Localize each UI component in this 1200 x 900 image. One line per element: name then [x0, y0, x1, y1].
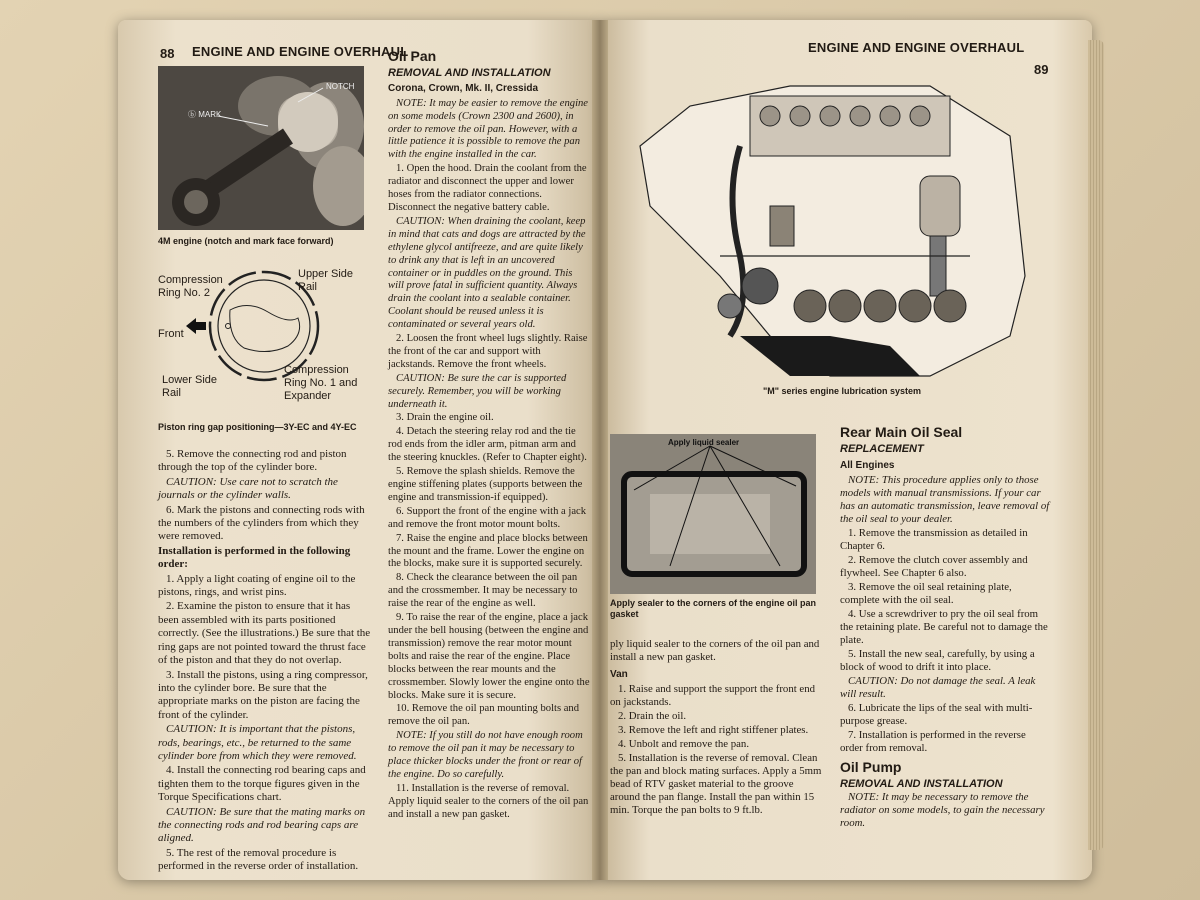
- lubrication-caption: "M" series engine lubrication system: [762, 386, 922, 396]
- connecting-rod-photo: [158, 66, 364, 230]
- compression-ring-1-label: Compression Ring No. 1 and Expander: [284, 364, 358, 402]
- paragraph: 1. Remove the transmission as detailed in Chapter 6.: [840, 527, 1028, 552]
- oil-pan-caption: Apply sealer to the corners of the engine oil pan gasket: [610, 598, 817, 619]
- paragraph: 7. Raise the engine and place blocks between the mount and the frame. Lower the engine on the blocks, make sure it is supported securely.: [388, 532, 588, 570]
- lower-side-rail-label: Lower Side Rail: [162, 374, 218, 399]
- rear-seal-column: [840, 426, 1050, 831]
- page-edges: [1088, 40, 1104, 850]
- left-page-number: 88: [160, 46, 175, 61]
- apply-liquid-sealer-label: Apply liquid sealer: [668, 438, 740, 447]
- paragraph: 2. Drain the oil.: [618, 710, 687, 722]
- note-paragraph: NOTE: It may be easier to remove the engine on some models (Crown 2300 and 2600), in order to remove the oil pan. However, with a little patience it is possible to remove the pan with the engine installed in the car.: [388, 97, 589, 161]
- note-paragraph: NOTE: This procedure applies only to those models with manual transmissions. If your car has an automatic transmission, leave removal of the oil seal to your dealer.: [840, 474, 1050, 525]
- van-heading: Van: [610, 669, 628, 680]
- paragraph: 5. Remove the connecting rod and piston through the top of the cylinder bore.: [158, 448, 347, 474]
- caution-paragraph: CAUTION: Be sure the car is supported securely. Remember, you will be working underneath it.: [388, 372, 567, 410]
- caution-paragraph: CAUTION: When draining the coolant, keep in mind that cats and dogs are attracted by the ethylene glycol antifreeze, and are quite likely to drink any that is left in an uncovered container or in puddles on the ground. This will prove fatal in sufficient quantity. Always drain the coolant into a sealable container. Coolant should be reused unless it is contaminated or several years old.: [388, 215, 586, 331]
- note-paragraph: NOTE: If you still do not have enough room to remove the oil pan it may be necessary to place thicker blocks under the front or rear of the engine. Do so carefully.: [388, 730, 583, 780]
- paragraph: 2. Examine the piston to ensure that it has been assembled with its parts positioned correctly. (See the illustrations.) Be sure that the ring gaps are not pointed toward the thrust face of the piston and that they do not overlap.: [158, 600, 371, 667]
- paragraph: 4. Install the connecting rod bearing caps and tighten them to the torque figures given in the Torque Specifications chart.: [158, 764, 366, 804]
- paragraph: 6. Mark the pistons and connecting rods with the numbers of the cylinders from which they were removed.: [158, 503, 365, 543]
- oil-pan-subtitle: REMOVAL AND INSTALLATION: [388, 66, 551, 79]
- note-paragraph: NOTE: It may be necessary to remove the radiator on some models, to gain the necessary room.: [840, 791, 1045, 829]
- notch-label: NOTCH: [326, 82, 355, 91]
- ring-diagram-caption: Piston ring gap positioning—3Y-EC and 4Y-EC: [158, 422, 357, 432]
- installation-heading: Installation is performed in the following order:: [158, 544, 351, 571]
- book-spine: [592, 20, 608, 880]
- compression-ring-2-label: Compression Ring No. 2: [158, 274, 223, 299]
- oil-pan-title: Oil Pan: [388, 48, 437, 64]
- paragraph: 5. Installation is the reverse of removal. Clean the pan and block mating surfaces. Apply a 5mm bead of RTV gasket material to the groove around the pan flange. Install the pan within 15 min. Torque the pan bolts to 9 ft.lb.: [610, 752, 822, 816]
- oil-pump-title: Oil Pump: [840, 759, 902, 775]
- carry-paragraph: ply liquid sealer to the corners of the oil pan and install a new pan gasket.: [610, 638, 820, 663]
- paragraph: 10. Remove the oil pan mounting bolts and remove the oil pan.: [388, 703, 580, 728]
- upper-side-rail-label: Upper Side Rail: [298, 268, 354, 293]
- paragraph: 6. Support the front of the engine with a jack and remove the front motor mount bolts.: [388, 505, 587, 530]
- paragraph: 4. Detach the steering relay rod and the tie rod ends from the idler arm, pitman arm and the steering knuckles. (Refer to Chapter eight).: [388, 426, 587, 464]
- oil-pan-column: [388, 50, 590, 823]
- paragraph: 3. Install the pistons, using a ring compressor, into the cylinder bore. Be sure that the appropriate marks on the piston are facing the front of the cylinder.: [158, 668, 368, 721]
- paragraph: 2. Loosen the front wheel lugs slightly. Raise the front of the car and support with jackstands. Remove the front wheels.: [388, 333, 588, 370]
- left-running-header: ENGINE AND ENGINE OVERHAUL: [192, 44, 409, 59]
- paragraph: 3. Drain the engine oil.: [396, 412, 494, 424]
- caution-paragraph: CAUTION: It is important that the pistons, rods, bearings, etc., be returned to the same cylinder bore from which they were removed.: [158, 723, 357, 762]
- front-label: Front: [158, 328, 184, 340]
- paragraph: 1. Apply a light coating of engine oil to the pistons, rings, and wrist pins.: [158, 572, 356, 599]
- mark-label-text: MARK: [198, 110, 222, 119]
- paragraph: 4. Use a screwdriver to pry the oil seal from the retaining plate. Be careful not to damage the plate.: [840, 608, 1048, 646]
- paragraph: 9. To raise the rear of the engine, place a jack under the bell housing (between the engine and transmission) remove the rear motor mount bolts and raise the rear of the engine. Place blocks between the rear mounts and the crossmember. Slowly lower the engine onto the blocks. Make sure it is secure.: [388, 612, 590, 701]
- left-column-text: [158, 448, 372, 875]
- oil-pan-models: Corona, Crown, Mk. II, Cressida: [388, 82, 539, 94]
- paragraph: 2. Remove the clutch cover assembly and flywheel. See Chapter 6 also.: [840, 554, 1028, 579]
- rear-main-seal-scope: All Engines: [840, 460, 895, 471]
- rear-main-seal-title: Rear Main Oil Seal: [840, 424, 963, 440]
- paragraph: 6. Lubricate the lips of the seal with multi-purpose grease.: [840, 702, 1033, 727]
- caution-paragraph: CAUTION: Be sure that the mating marks on the connecting rods and rod bearing caps are aligned.: [158, 805, 366, 845]
- oil-pump-subtitle: REMOVAL AND INSTALLATION: [840, 778, 1003, 790]
- oil-pan-photo: [610, 434, 816, 594]
- paragraph: 1. Raise and support the support the front end on jackstands.: [610, 683, 816, 708]
- left-page: [118, 20, 600, 880]
- paragraph: 5. Remove the splash shields. Remove the engine stiffening plates (supports between the engine and transmission-if equipped).: [388, 466, 583, 503]
- paragraph: 11. Installation is the reverse of removal. Apply liquid sealer to the corners of the oil pan and install a new pan gasket.: [388, 782, 589, 820]
- photo-caption: 4M engine (notch and mark face forward): [158, 236, 334, 246]
- oil-pan-gasket-illustration: [610, 434, 816, 594]
- mark-label: ⓑ MARK: [188, 110, 222, 119]
- caution-paragraph: CAUTION: Use care not to scratch the journals or the cylinder walls.: [158, 475, 338, 502]
- paragraph: 1. Open the hood. Drain the coolant from the radiator and disconnect the upper and lower hoses from the radiator connections. Disconnect the negative battery cable.: [388, 163, 587, 213]
- right-page-number: 89: [1034, 62, 1049, 77]
- van-column: [610, 638, 824, 818]
- lubrication-system-diagram: [630, 76, 1030, 386]
- paragraph: 3. Remove the left and right stiffener plates.: [618, 724, 809, 736]
- paragraph: 7. Installation is performed in the reverse order from removal.: [840, 729, 1026, 754]
- caution-paragraph: CAUTION: Do not damage the seal. A leak will result.: [840, 675, 1036, 700]
- rear-main-seal-subtitle: REPLACEMENT: [840, 443, 924, 455]
- paragraph: 3. Remove the oil seal retaining plate, complete with the oil seal.: [840, 581, 1012, 606]
- paragraph: 5. The rest of the removal procedure is performed in the reverse order of installation.: [158, 846, 359, 873]
- paragraph: 5. Install the new seal, carefully, by using a block of wood to drift it into place.: [840, 648, 1035, 673]
- right-page: [600, 20, 1092, 880]
- paragraph: 8. Check the clearance between the oil pan and the crossmember. It may be necessary to raise the rear of the engine as well.: [388, 572, 578, 610]
- paragraph: 4. Unbolt and remove the pan.: [618, 738, 750, 750]
- right-running-header: ENGINE AND ENGINE OVERHAUL: [808, 40, 1025, 55]
